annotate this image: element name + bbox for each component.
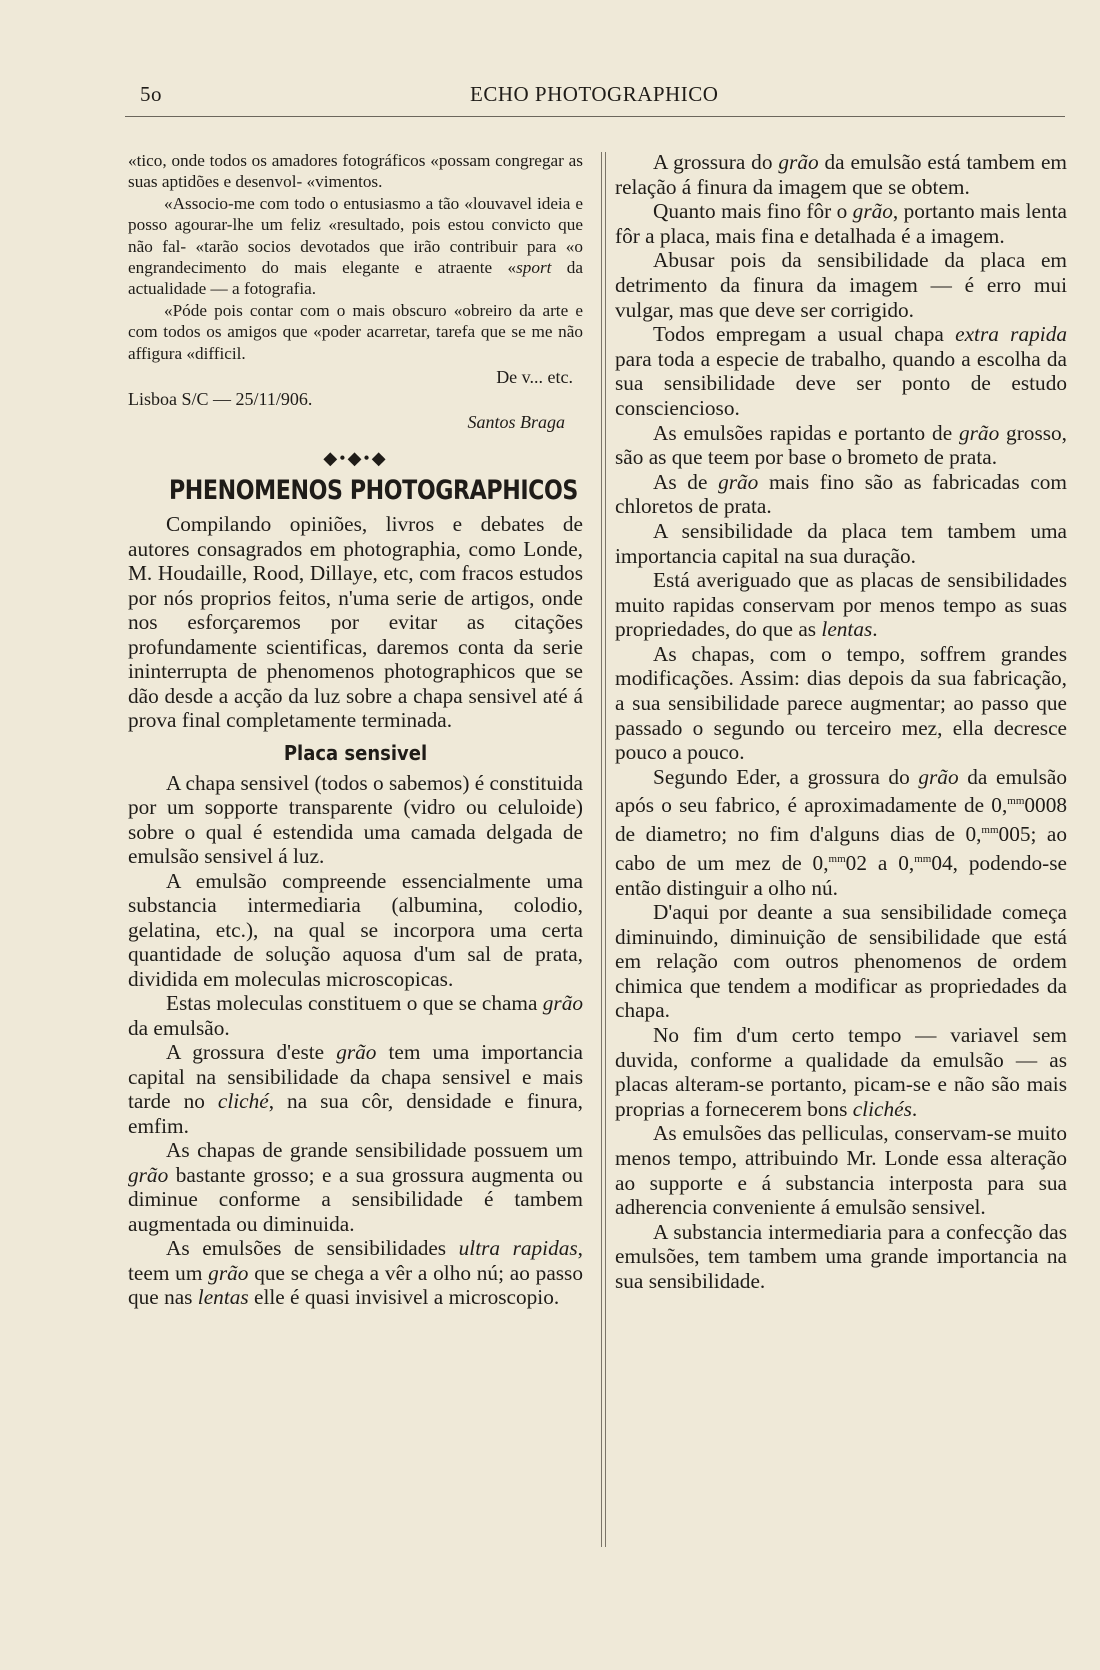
ornament-divider: ◆•◆•◆: [323, 448, 388, 469]
column-divider: [601, 152, 602, 1547]
letter-place-date: Lisboa S/C — 25/11/906.: [128, 389, 313, 410]
body-paragraph: A emulsão compreende essencialmente uma substancia intermediaria (albumina, colodio, gelatina, etc.), na qual se incorpora uma certa quantidade de solução aquosa d'um sal de prata, dividida em moleculas microscopicas.: [128, 868, 583, 991]
body-paragraph: A grossura d'este grão tem uma importancia capital na sensibilidade da chapa sensivel e mais tarde no cliché, na sua côr, densidade e finura, emfim.: [128, 1040, 583, 1138]
letter-excerpt: [128, 150, 583, 364]
body-paragraph: A grossura do grão da emulsão está tambem em relação á finura da imagem que se obtem.: [615, 150, 1067, 199]
body-paragraph: D'aqui por deante a sua sensibilidade começa diminuindo, diminuição de sensibilidade que está em relação com outros phenomenos de ordem chimica que tendem a modificar as propriedades da chapa.: [615, 900, 1067, 1023]
page-number: 5o: [140, 82, 162, 106]
section-title: PHENOMENOS PHOTOGRAPHICOS: [168, 475, 578, 507]
body-paragraph: As emulsões das pelliculas, conservam-se muito menos tempo, attribuindo Mr. Londe essa alteração ao supporte e á substancia interposta para sua adherencia conveniente á emulsão sensivel.: [615, 1121, 1067, 1220]
subsection-title: Placa sensivel: [283, 740, 428, 765]
header-rule: [125, 116, 1065, 117]
body-paragraph: Segundo Eder, a grossura do grão da emulsão após o seu fabrico, é aproximadamente de 0,$^{mm}$0008 de diametro; no fim d'alguns dias de 0,$^{mm}$005; ao cabo de um mez de 0,$^{mm}$02 a 0,$^{mm}$04, podendo-se então distinguir a olho nú.: [615, 764, 1068, 900]
letter-signature: Santos Braga: [467, 412, 565, 433]
body-paragraph: As chapas, com o tempo, soffrem grandes modificações. Assim: dias depois da sua fabricação, a sua sensibilidade parece augmentar; ao passo que passado o segundo ou terceiro mez, ella decresce pouco a pouco.: [615, 641, 1067, 765]
letter-paragraph: «Póde pois contar com o mais obscuro «obreiro da arte e com todos os amigos que «poder acarretar, tarefa que se me não affigura «difficil.: [128, 300, 583, 363]
left-column: [128, 150, 583, 1310]
right-column: [615, 150, 1067, 1294]
letter-signature-block: [128, 364, 583, 436]
body-paragraph: Abusar pois da sensibilidade da placa em detrimento da finura da imagem — é erro mui vulgar, mas que deve ser corrigido.: [615, 248, 1067, 322]
letter-paragraph: «tico, onde todos os amadores fotográficos «possam congregar as suas aptidões e desenvol- «vimentos.: [128, 151, 583, 192]
body-paragraph: A chapa sensivel (todos o sabemos) é constituida por um sopporte transparente (vidro ou celuloide) sobre o qual é estendida uma camada delgada de emulsão sensivel á luz.: [128, 770, 583, 869]
body-paragraph: No fim d'um certo tempo — variavel sem duvida, conforme a qualidade da emulsão — as placas alteram-se portanto, picam-se e não são mais proprias a fornecerem bons clichés.: [615, 1023, 1067, 1121]
body-paragraph: A sensibilidade da placa tem tambem uma importancia capital na sua duração.: [615, 518, 1067, 568]
letter-closing: De v... etc.: [496, 367, 573, 388]
intro-paragraph: Compilando opiniões, livros e debates de autores consagrados em photographia, como Londe, M. Houdaille, Rood, Dillaye, etc, com fracos estudos por nós proprios feitos, n'uma serie de artigos, onde nos esforçaremos por evitar as citações profundamente scientificas, daremos conta da serie ininterrupta de phenomenos photographicos que se dão desde a acção da luz sobre a chapa sensivel até á prova final completamente terminada.: [128, 512, 583, 733]
body-paragraph: As emulsões rapidas e portanto de grão grosso, são as que teem por base o brometo de prata.: [615, 420, 1067, 470]
running-title: ECHO PHOTOGRAPHICO: [470, 82, 719, 106]
body-paragraph: As de grão mais fino são as fabricadas com chloretos de prata.: [615, 469, 1067, 519]
article-body-left: [128, 512, 583, 1310]
column-divider-second: [605, 152, 606, 1547]
body-paragraph: As chapas de grande sensibilidade possuem um grão bastante grosso; e a sua grossura augmenta ou diminue conforme a sensibilidade é tambem augmentada ou diminuida.: [128, 1138, 583, 1236]
page-header: [135, 82, 1000, 112]
body-paragraph: Quanto mais fino fôr o grão, portanto mais lenta fôr a placa, mais fina e detalhada é a imagem.: [615, 199, 1067, 248]
body-paragraph: Estas moleculas constituem o que se chama grão da emulsão.: [128, 991, 583, 1040]
body-paragraph: A substancia intermediaria para a confecção das emulsões, tem tambem uma grande importancia na sua sensibilidade.: [615, 1219, 1067, 1293]
body-paragraph: Está averiguado que as placas de sensibilidades muito rapidas conservam por menos tempo as suas propriedades, do que as lentas.: [615, 568, 1067, 642]
letter-paragraph: «Associo-me com todo o entusiasmo a tão «louvavel ideia e posso agourar-lhe um feliz «resultado, pois estou convicto que não fal- «tarão socios devotados que irão contribuir para «o engrandecimento do mais elegante e atraente «sport da actualidade — a fotografia.: [128, 193, 583, 299]
body-paragraph: Todos empregam a usual chapa extra rapida para toda a especie de trabalho, quando a escolha da sua sensibilidade deve ser ponto de estudo consciencioso.: [615, 322, 1067, 420]
body-paragraph: As emulsões de sensibilidades ultra rapidas, teem um grão que se chega a vêr a olho nú; ao passo que nas lentas elle é quasi invisivel a microscopio.: [128, 1236, 583, 1310]
